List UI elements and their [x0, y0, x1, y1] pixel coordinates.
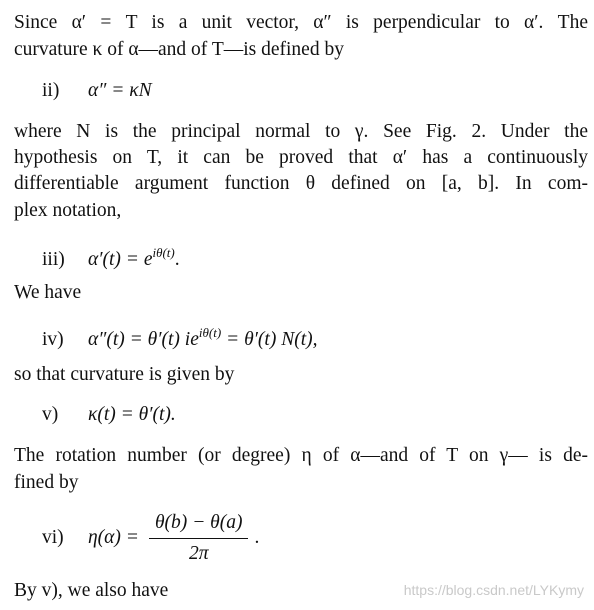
equation-tail: = θ′(t) N(t), — [221, 329, 318, 350]
watermark: https://blog.csdn.net/LYKymy — [403, 582, 584, 598]
equation-iii — [42, 240, 180, 273]
paragraph-2-line-3: differentiable argument function θ defined on [a, b]. In com- — [14, 173, 588, 194]
equation-body: α′(t) = e — [88, 249, 153, 270]
equation-v — [42, 402, 176, 428]
equation-number: vi) — [42, 527, 64, 548]
fraction-numerator: θ(b) − θ(a) — [149, 511, 249, 539]
paragraph-3-line-1: We have — [14, 282, 82, 303]
paragraph-2-line-1: where N is the principal normal to γ. See Fig. 2. Under the — [14, 121, 588, 142]
equation-number: iv) — [42, 329, 64, 350]
equation-body: κ(t) = θ′(t). — [88, 404, 176, 425]
equation-number: ii) — [42, 80, 60, 101]
equation-lhs: η(α) = — [88, 527, 139, 548]
paragraph-2-line-2: hypothesis on T, it can be proved that α′ has a continuously — [14, 147, 588, 168]
paragraph-6-line-1: By v), we also have — [14, 580, 169, 601]
equation-vi — [42, 505, 259, 571]
equation-body: α″ = κN — [88, 80, 152, 101]
paragraph-1-line-1: Since α′ = T is a unit vector, α″ is perpendicular to α′. The — [14, 12, 588, 33]
paragraph-2-line-4: plex notation, — [14, 200, 122, 221]
equation-exponent: iθ(t) — [198, 325, 222, 340]
paragraph-5-line-2: fined by — [14, 472, 79, 493]
equation-exponent: iθ(t) — [152, 245, 175, 260]
fraction-denominator: 2π — [188, 542, 209, 564]
equation-tail: . — [174, 249, 180, 270]
equation-body: α″(t) = θ′(t) ie — [88, 329, 199, 350]
equation-number: iii) — [42, 249, 65, 270]
paragraph-1-line-2: curvature κ of α—and of T—is defined by — [14, 39, 344, 60]
fraction — [149, 511, 249, 566]
equation-number: v) — [42, 404, 59, 425]
equation-ii — [42, 78, 152, 104]
paragraph-4-line-1: so that curvature is given by — [14, 364, 235, 385]
equation-iv — [42, 320, 317, 353]
equation-tail: . — [254, 527, 260, 548]
paragraph-5-line-1: The rotation number (or degree) η of α—and of T on γ— is de- — [14, 445, 588, 466]
